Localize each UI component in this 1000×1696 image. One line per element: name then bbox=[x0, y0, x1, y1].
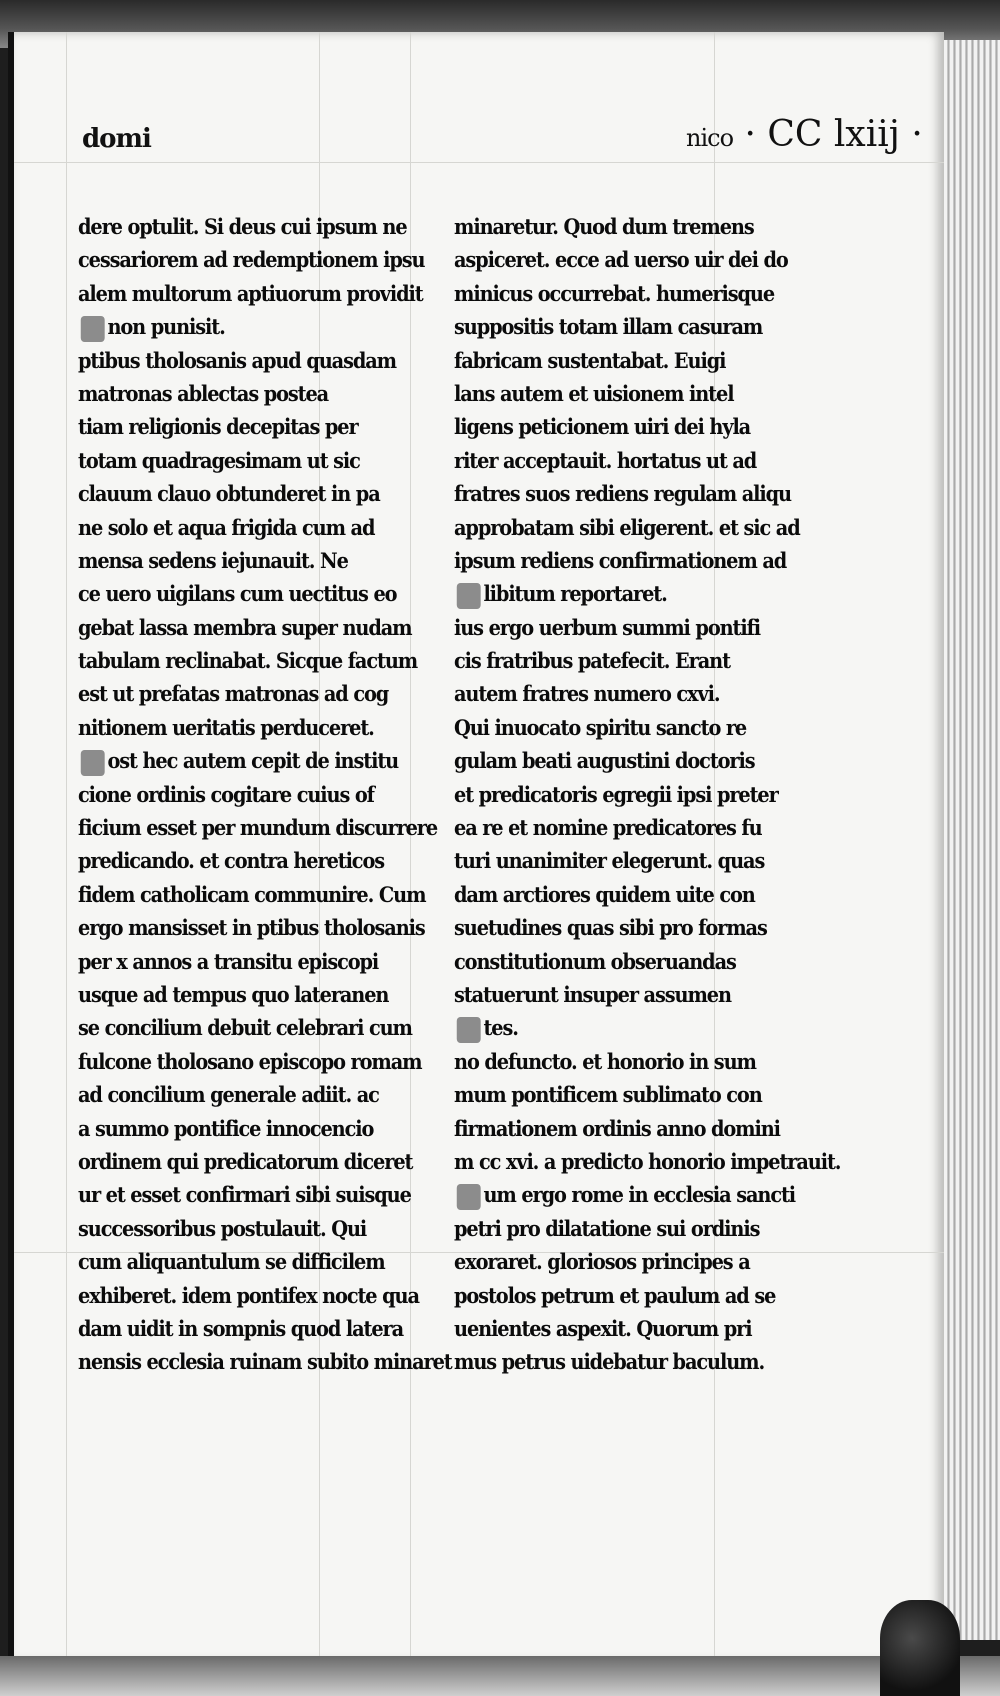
text-line bbox=[454, 978, 748, 1011]
line-text: fratres suos rediens regulam aliqu bbox=[454, 481, 791, 507]
line-text: statuerunt insuper assumen bbox=[454, 981, 731, 1007]
line-text: libitum reportaret. bbox=[483, 581, 667, 607]
text-line bbox=[78, 811, 438, 844]
line-text: ost hec autem cepit de institu bbox=[107, 748, 399, 774]
text-line bbox=[454, 1245, 748, 1278]
line-text: constitutionum obseruandas bbox=[454, 948, 736, 974]
text-line bbox=[454, 277, 775, 310]
text-line bbox=[454, 577, 748, 610]
text-line bbox=[78, 410, 358, 443]
text-line bbox=[78, 444, 360, 477]
text-line bbox=[78, 1312, 404, 1345]
ruling-line bbox=[410, 32, 411, 1662]
line-text: ea re et nomine predicatores fu bbox=[454, 815, 762, 841]
decorated-initial bbox=[457, 583, 481, 609]
text-line bbox=[78, 677, 389, 710]
text-line bbox=[454, 611, 761, 644]
line-text: suppositis totam illam casuram bbox=[454, 314, 763, 340]
line-text: fulcone tholosano episcopo romam bbox=[78, 1048, 422, 1074]
thumb-holding-page bbox=[880, 1600, 960, 1696]
text-line bbox=[78, 277, 423, 310]
text-line bbox=[454, 844, 765, 877]
line-text: et predicatoris egregii ipsi preter bbox=[454, 781, 778, 807]
folio-number: CC lxiij bbox=[767, 114, 900, 155]
line-text: ad concilium generale adiit. ac bbox=[78, 1082, 379, 1108]
line-text: cione ordinis cogitare cuius of bbox=[78, 781, 374, 807]
text-line bbox=[454, 911, 767, 944]
text-line bbox=[78, 544, 348, 577]
line-text: ergo mansisset in ptibus tholosanis bbox=[78, 915, 425, 941]
text-line bbox=[454, 1345, 765, 1378]
text-line bbox=[78, 878, 426, 911]
text-line bbox=[78, 1245, 385, 1278]
line-text: Qui inuocato spiritu sancto re bbox=[454, 714, 747, 740]
line-text: mum pontificem sublimato con bbox=[454, 1082, 762, 1108]
text-line bbox=[78, 911, 425, 944]
line-text: no defuncto. et honorio in sum bbox=[454, 1048, 756, 1074]
text-line bbox=[78, 778, 374, 811]
text-line bbox=[454, 511, 800, 544]
line-text: predicando. et contra hereticos bbox=[78, 848, 385, 874]
line-text: totam quadragesimam ut sic bbox=[78, 447, 360, 473]
line-text: turi unanimiter elegerunt. quas bbox=[454, 848, 765, 874]
text-line bbox=[454, 811, 762, 844]
text-line bbox=[454, 544, 787, 577]
decorated-initial bbox=[457, 1184, 481, 1210]
line-text: ficium esset per mundum discurrere bbox=[78, 815, 438, 841]
line-text: postolos petrum et paulum ad se bbox=[454, 1282, 776, 1308]
line-text: ipsum rediens confirmationem ad bbox=[454, 547, 787, 573]
text-line bbox=[78, 644, 418, 677]
text-line bbox=[78, 243, 425, 276]
line-text: matronas ablectas postea bbox=[78, 380, 329, 406]
line-text: tes. bbox=[483, 1015, 518, 1041]
text-line bbox=[78, 511, 375, 544]
text-line bbox=[78, 1112, 374, 1145]
text-line bbox=[454, 1145, 841, 1178]
text-line bbox=[78, 210, 407, 243]
line-text: se concilium debuit celebrari cum bbox=[78, 1015, 412, 1041]
line-text: approbatam sibi eligerent. et sic ad bbox=[454, 514, 800, 540]
text-line bbox=[78, 1279, 419, 1312]
text-line bbox=[78, 344, 397, 377]
line-text: nitionem ueritatis perduceret. bbox=[78, 714, 374, 740]
text-line bbox=[454, 744, 755, 777]
decorated-initial bbox=[457, 1017, 481, 1043]
text-line bbox=[78, 711, 374, 744]
line-text: ptibus tholosanis apud quasdam bbox=[78, 347, 397, 373]
ruling-line bbox=[66, 32, 67, 1662]
line-text: cessariorem ad redemptionem ipsu bbox=[78, 247, 425, 273]
text-line bbox=[454, 210, 754, 243]
text-line bbox=[78, 377, 345, 410]
line-text: a summo pontifice innocencio bbox=[78, 1115, 374, 1141]
line-text: ordinem qui predicatorum diceret bbox=[78, 1148, 413, 1174]
line-text: lans autem et uisionem intel bbox=[454, 380, 734, 406]
line-text: ligens peticionem uiri dei hyla bbox=[454, 414, 751, 440]
line-text: est ut prefatas matronas ad cog bbox=[78, 681, 389, 707]
text-line bbox=[454, 377, 748, 410]
text-line bbox=[454, 778, 778, 811]
line-text: ius ergo uerbum summi pontifi bbox=[454, 614, 761, 640]
text-line bbox=[78, 611, 412, 644]
text-line bbox=[454, 344, 748, 377]
line-text: tiam religionis decepitas per bbox=[78, 414, 358, 440]
line-text: suetudines quas sibi pro formas bbox=[454, 915, 767, 941]
text-line bbox=[454, 945, 748, 978]
text-line bbox=[78, 1345, 452, 1378]
text-line bbox=[78, 577, 397, 610]
line-text: alem multorum aptiuorum providit bbox=[78, 280, 423, 306]
text-line bbox=[78, 1045, 422, 1078]
line-text: ne solo et aqua frigida cum ad bbox=[78, 514, 375, 540]
line-text: mensa sedens iejunauit. Ne bbox=[78, 547, 348, 573]
line-text: minicus occurrebat. humerisque bbox=[454, 280, 775, 306]
line-text: riter acceptauit. hortatus ut ad bbox=[454, 447, 757, 473]
line-text: gebat lassa membra super nudam bbox=[78, 614, 412, 640]
line-text: minaretur. Quod dum tremens bbox=[454, 214, 754, 239]
text-line bbox=[78, 978, 389, 1011]
text-column-left bbox=[78, 210, 452, 1379]
text-line bbox=[454, 1045, 756, 1078]
text-line bbox=[78, 1011, 412, 1044]
text-line bbox=[454, 711, 748, 744]
line-text: mus petrus uidebatur baculum. bbox=[454, 1349, 765, 1375]
text-line bbox=[454, 243, 788, 276]
decorated-initial bbox=[81, 316, 105, 342]
line-text: per x annos a transitu episcopi bbox=[78, 948, 379, 974]
ruling-line bbox=[14, 162, 944, 163]
text-line bbox=[454, 644, 748, 677]
text-line bbox=[78, 1078, 379, 1111]
line-text: autem fratres numero cxvi. bbox=[454, 681, 720, 707]
manuscript-page bbox=[8, 32, 944, 1662]
text-line bbox=[454, 1112, 780, 1145]
line-text: nensis ecclesia ruinam subito minaret bbox=[78, 1349, 452, 1375]
text-line bbox=[454, 677, 748, 710]
line-text: uenientes aspexit. Quorum pri bbox=[454, 1315, 752, 1341]
running-title-left: domi bbox=[82, 124, 151, 154]
text-line bbox=[78, 844, 385, 877]
line-text: non punisit. bbox=[107, 314, 225, 340]
text-line bbox=[454, 1312, 752, 1345]
line-text: dam arctiores quidem uite con bbox=[454, 881, 755, 907]
bottom-background bbox=[0, 1656, 1000, 1696]
text-line bbox=[454, 410, 751, 443]
text-line bbox=[454, 310, 763, 343]
line-text: exoraret. gloriosos principes a bbox=[454, 1249, 750, 1275]
line-text: tabulam reclinabat. Sicque factum bbox=[78, 648, 418, 674]
text-line bbox=[454, 1011, 748, 1044]
running-title-right: nico bbox=[686, 124, 734, 152]
text-line bbox=[78, 1212, 367, 1245]
decorated-initial bbox=[81, 750, 105, 776]
line-text: cum aliquantulum se difficilem bbox=[78, 1249, 385, 1275]
line-text: gulam beati augustini doctoris bbox=[454, 748, 755, 774]
text-line bbox=[78, 744, 399, 777]
line-text: firmationem ordinis anno domini bbox=[454, 1115, 780, 1141]
text-line bbox=[454, 1212, 760, 1245]
text-line bbox=[454, 878, 755, 911]
line-text: exhiberet. idem pontifex nocte qua bbox=[78, 1282, 419, 1308]
line-text: cis fratribus patefecit. Erant bbox=[454, 648, 730, 674]
line-text: aspiceret. ecce ad uerso uir dei do bbox=[454, 247, 788, 273]
text-line bbox=[454, 444, 757, 477]
text-column-right bbox=[454, 210, 841, 1379]
text-line bbox=[454, 1279, 776, 1312]
line-text: um ergo rome in ecclesia sancti bbox=[483, 1182, 796, 1208]
text-line bbox=[454, 1078, 762, 1111]
line-text: usque ad tempus quo lateranen bbox=[78, 981, 389, 1007]
line-text: petri pro dilatatione sui ordinis bbox=[454, 1215, 760, 1241]
text-line bbox=[78, 477, 380, 510]
line-text: m cc xvi. a predicto honorio impetrauit. bbox=[454, 1148, 841, 1174]
text-line bbox=[78, 945, 379, 978]
line-text: ce uero uigilans cum uectitus eo bbox=[78, 581, 397, 607]
text-line bbox=[454, 1178, 796, 1211]
text-line bbox=[454, 477, 791, 510]
line-text: fabricam sustentabat. Euigi bbox=[454, 347, 726, 373]
line-text: ur et esset confirmari sibi suisque bbox=[78, 1182, 411, 1208]
line-text: successoribus postulauit. Qui bbox=[78, 1215, 367, 1241]
folio-header: nico · CC lxiij · bbox=[686, 114, 923, 155]
text-line bbox=[78, 310, 345, 343]
line-text: clauum clauo obtunderet in pa bbox=[78, 481, 380, 507]
line-text: dam uidit in sompnis quod latera bbox=[78, 1315, 404, 1341]
line-text: dere optulit. Si deus cui ipsum ne bbox=[78, 214, 407, 239]
text-line bbox=[78, 1145, 413, 1178]
line-text: fidem catholicam communire. Cum bbox=[78, 881, 426, 907]
text-line bbox=[78, 1178, 411, 1211]
